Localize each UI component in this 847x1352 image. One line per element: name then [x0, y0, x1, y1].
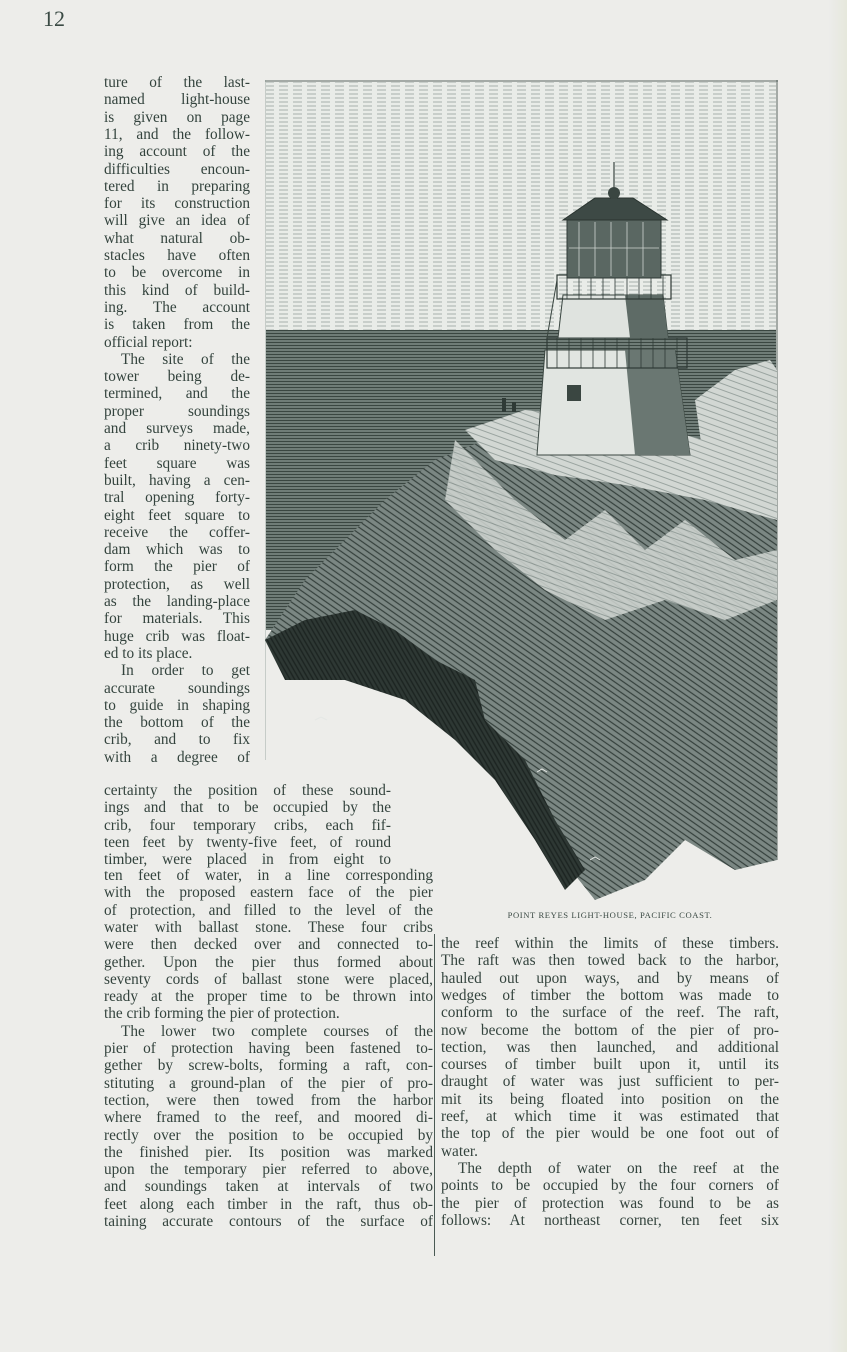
text-line: feet square was — [104, 454, 250, 472]
text-line: the crib forming the pier of protection. — [104, 1005, 340, 1023]
text-line: upon the temporary pier referred to above, — [104, 1161, 433, 1179]
text-line: taining accurate contours of the surface of — [104, 1213, 433, 1230]
text-line: pier of protection having been fastened to- — [104, 1040, 433, 1057]
text-line: of protection, and filled to the level of the — [104, 901, 433, 919]
text-line: draught of water was just sufficient to per- — [441, 1073, 779, 1091]
text-line: built, having a cen- — [104, 471, 250, 489]
text-line: certainty the position of these sound- — [104, 782, 391, 799]
text-line: tered in preparing — [104, 177, 250, 195]
text-line: huge crib was float- — [104, 627, 250, 645]
text-line: the finished pier. Its position was marked — [104, 1143, 433, 1161]
text-line: for its construction — [104, 195, 250, 213]
text-line: teen feet by twenty-five feet, of round — [104, 833, 391, 851]
text-line: stituting a ground-plan of the pier of pro- — [104, 1074, 433, 1092]
text-line: receive the coffer- — [104, 523, 250, 541]
text-line: ing account of the — [104, 143, 250, 161]
text-line: with a degree of — [104, 748, 250, 766]
text-line: where framed to the reef, and moored di- — [104, 1109, 433, 1127]
text-line: were then decked over and connected to- — [104, 936, 433, 954]
text-line: as the landing-place — [104, 593, 250, 610]
text-line: ed to its place. — [104, 644, 193, 662]
text-line: will give an idea of — [104, 212, 250, 230]
text-line: tral opening forty- — [104, 489, 250, 507]
text-line: is given on page — [104, 108, 250, 126]
text-line: water. — [441, 1142, 478, 1160]
text-line: the top of the pier would be one foot out of — [441, 1125, 779, 1143]
text-line: official report: — [104, 333, 193, 351]
text-line: ing. The account — [104, 298, 250, 316]
text-line: proper soundings — [104, 402, 250, 420]
text-line: ten feet of water, in a line corresponding — [104, 867, 433, 884]
paragraph-start: The lower two complete courses of the — [121, 1022, 433, 1040]
text-line: this kind of build- — [104, 281, 250, 299]
text-line: water with ballast stone. These four cribs — [104, 918, 433, 936]
text-line: named light-house — [104, 91, 250, 109]
text-line: protection, as well — [104, 575, 250, 593]
text-line: conform to the surface of the reef. The raft, — [441, 1004, 779, 1022]
text-line: tection, was then launched, and additional — [441, 1038, 779, 1056]
text-line: difficulties encoun- — [104, 160, 250, 178]
text-line: form the pier of — [104, 558, 250, 576]
text-line: ready at the proper time to be thrown into — [104, 988, 433, 1006]
text-line: termined, and the — [104, 385, 250, 403]
text-line: rectly over the position to be occupied by — [104, 1126, 433, 1144]
text-line: points to be occupied by the four corners of — [441, 1177, 779, 1195]
text-line: with the proposed eastern face of the pier — [104, 884, 433, 902]
text-line: hauled out upon ways, and by means of — [441, 969, 779, 987]
text-line: gether. Upon the pier thus formed about — [104, 953, 433, 971]
text-line: gether by screw-bolts, forming a raft, con- — [104, 1057, 433, 1075]
text-line: reef, at which time it was estimated that — [441, 1108, 779, 1125]
text-line: stacles have often — [104, 247, 250, 264]
text-line: the reef within the limits of these timbers. — [441, 935, 779, 952]
text-line: wedges of timber the bottom was made to — [441, 986, 779, 1004]
text-line: eight feet square to — [104, 506, 250, 524]
text-line: feet along each timber in the raft, thus ob- — [104, 1195, 433, 1213]
text-line: what natural ob- — [104, 229, 250, 247]
page-number: 12 — [43, 6, 65, 31]
paragraph-start: The depth of water on the reef at the — [458, 1159, 779, 1177]
text-line: for materials. This — [104, 610, 250, 628]
text-line: now become the bottom of the pier of pro- — [441, 1021, 779, 1039]
figure-caption: POINT REYES LIGHT-HOUSE, PACIFIC COAST. — [507, 910, 713, 920]
text-line: tower being de- — [104, 368, 250, 386]
paragraph-start: The site of the — [121, 350, 250, 368]
text-line: accurate soundings — [104, 679, 250, 697]
text-line: and surveys made, — [104, 420, 250, 437]
text-line: timber, were placed in from eight to — [104, 851, 391, 869]
column-divider — [434, 934, 435, 1256]
text-line: follows: At northeast corner, ten feet six — [441, 1211, 779, 1229]
text-line: is taken from the — [104, 316, 250, 334]
text-line: ture of the last- — [104, 74, 250, 91]
text-line: the pier of protection was found to be as — [441, 1194, 779, 1212]
text-line: crib, and to fix — [104, 731, 250, 749]
text-line: seventy cords of ballast stone were placed, — [104, 970, 433, 988]
text-line: ings and that to be occupied by the — [104, 799, 391, 817]
text-line: The raft was then towed back to the harbor, — [441, 952, 779, 970]
text-line: and soundings taken at intervals of two — [104, 1178, 433, 1196]
text-line: dam which was to — [104, 541, 250, 559]
text-line: the bottom of the — [104, 714, 250, 732]
text-line: courses of timber built upon it, until its — [441, 1056, 779, 1074]
lighthouse-illustration — [265, 80, 778, 900]
text-line: crib, four temporary cribs, each fif- — [104, 816, 391, 834]
text-line: a crib ninety-two — [104, 437, 250, 455]
text-line: 11, and the follow- — [104, 125, 250, 143]
text-line: to guide in shaping — [104, 696, 250, 714]
text-line: to be overcome in — [104, 264, 250, 282]
text-line: tection, were then towed from the harbor — [104, 1091, 433, 1109]
book-spine-shadow — [829, 0, 847, 1352]
text-line: mit its being floated into position on the — [441, 1090, 779, 1108]
paragraph-start: In order to get — [121, 662, 250, 680]
